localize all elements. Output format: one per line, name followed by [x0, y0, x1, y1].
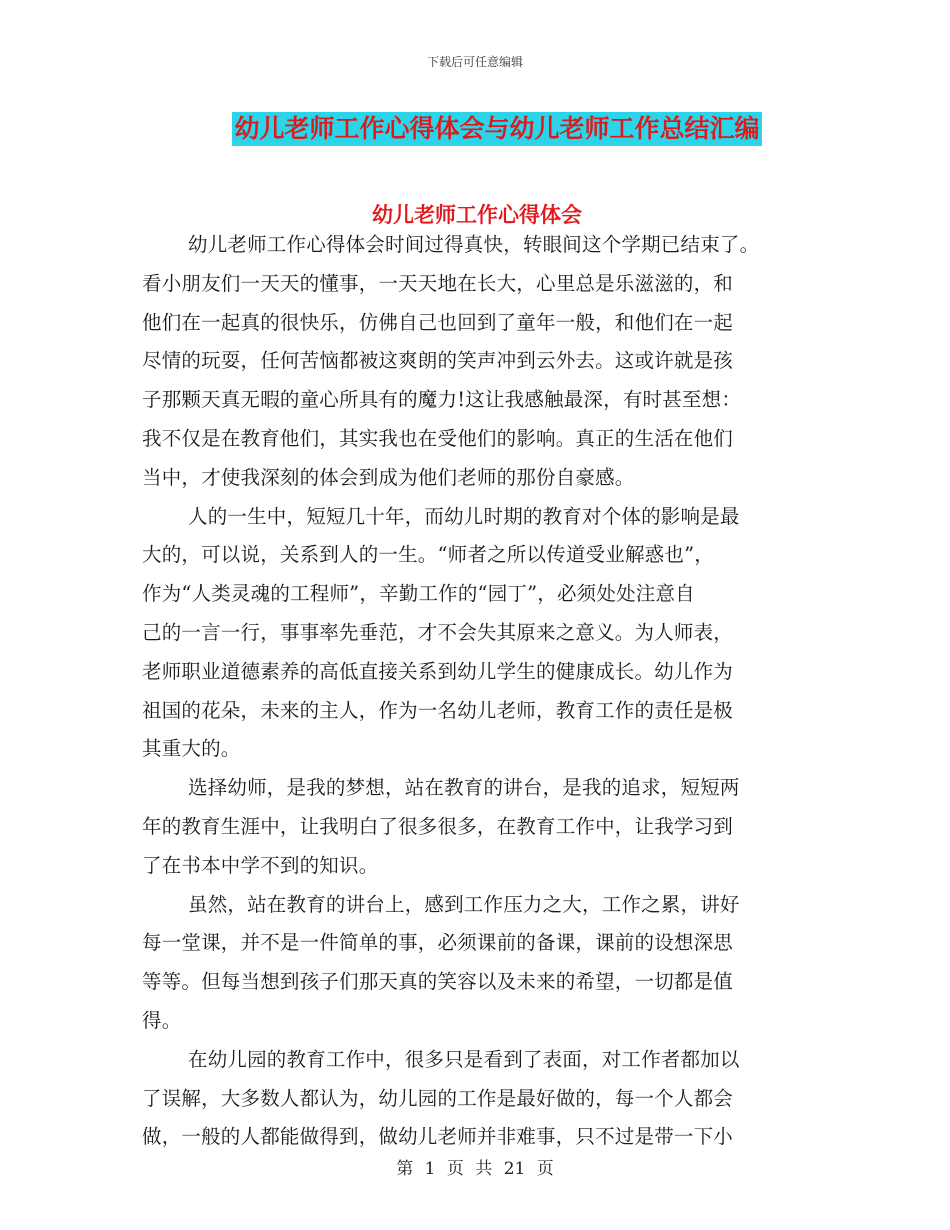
paragraph-line: 年的教育生涯中，让我明白了很多很多，在教育工作中，让我学习到	[142, 814, 734, 838]
section-title: 幼儿老师工作心得体会	[372, 203, 582, 227]
header-note: 下载后可任意编辑	[426, 55, 523, 69]
paragraph-line: 得。	[142, 1008, 182, 1032]
paragraph-line: 选择幼师，是我的梦想，站在教育的讲台，是我的追求，短短两	[188, 776, 740, 800]
paragraph	[142, 498, 822, 770]
paragraph-line: 看小朋友们一天天的懂事，一天天地在长大，心里总是乐滋滋的，和	[142, 271, 734, 295]
paragraph-line: 子那颗天真无暇的童心所具有的魔力!这让我感触最深，有时甚至想：	[142, 388, 742, 412]
paragraph	[142, 886, 822, 1041]
paragraph	[142, 769, 822, 885]
paragraph-line: 幼儿老师工作心得体会时间过得真快，转眼间这个学期已结束了。	[188, 233, 760, 256]
document-title: 幼儿老师工作心得体会与幼儿老师工作总结汇编	[232, 112, 761, 146]
paragraph	[142, 226, 822, 498]
paragraph-line: 他们在一起真的很快乐，仿佛自己也回到了童年一般，和他们在一起	[142, 310, 734, 334]
paragraph-line: 了在书本中学不到的知识。	[142, 853, 379, 877]
document-title-wrapper	[0, 112, 950, 146]
paragraph	[142, 1041, 822, 1157]
paragraph-line: 我不仅是在教育他们，其实我也在受他们的影响。真正的生活在他们	[142, 426, 734, 450]
paragraph-line: 虽然，站在教育的讲台上，感到工作压力之大，工作之累，讲好	[188, 892, 740, 916]
page-footer: 第 1 页 共 21 页	[396, 1159, 554, 1179]
paragraph-line: 做，一般的人都能做得到，做幼儿老师并非难事，只不过是带一下小	[142, 1125, 734, 1149]
paragraph-line: 了误解，大多数人都认为，幼儿园的工作是最好做的，每一个人都会	[142, 1086, 734, 1110]
paragraph-line: 人的一生中，短短几十年，而幼儿时期的教育对个体的影响是最	[188, 504, 740, 528]
paragraph-line: 大的，可以说，关系到人的一生。“师者之所以传道受业解惑也”，	[142, 543, 714, 567]
paragraph-line: 老师职业道德素养的高低直接关系到幼儿学生的健康成长。幼儿作为	[142, 659, 734, 683]
paragraph-line: 每一堂课，并不是一件简单的事，必须课前的备课，课前的设想深思	[142, 931, 734, 955]
paragraph-line: 作为“人类灵魂的工程师”，辛勤工作的“园丁”，必须处处注意自	[142, 582, 695, 606]
paragraph-line: 己的一言一行，事事率先垂范，才不会失其原来之意义。为人师表，	[142, 620, 734, 644]
paragraph-line: 其重大的。	[142, 737, 241, 761]
paragraph-line: 在幼儿园的教育工作中，很多只是看到了表面，对工作者都加以	[188, 1047, 740, 1071]
paragraph-line: 当中，才使我深刻的体会到成为他们老师的那份自豪感。	[142, 465, 635, 489]
paragraph-line: 祖国的花朵，未来的主人，作为一名幼儿老师，教育工作的责任是极	[142, 698, 734, 722]
document-body	[142, 226, 822, 1157]
paragraph-line: 等等。但每当想到孩子们那天真的笑容以及未来的希望，一切都是值	[142, 970, 734, 994]
paragraph-line: 尽情的玩耍，任何苦恼都被这爽朗的笑声冲到云外去。这或许就是孩	[142, 349, 734, 373]
